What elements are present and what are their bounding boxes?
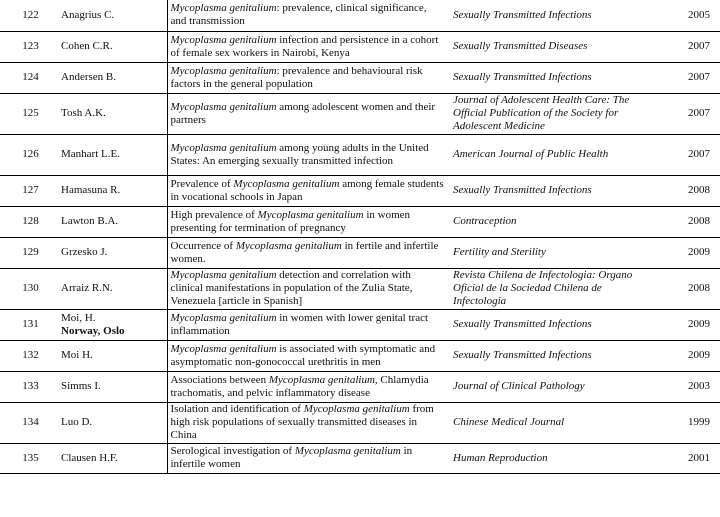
journal-cell: Sexually Transmitted Infections — [447, 309, 657, 340]
title-text: Prevalence of — [170, 177, 234, 190]
table-row — [0, 340, 720, 371]
year-cell: 2008 — [657, 206, 720, 237]
table-row — [0, 402, 720, 443]
title-organism-name: Mycoplasma genitalium — [170, 2, 277, 15]
year-cell: 2001 — [657, 443, 720, 473]
title-text: is associated with symptomatic and asymptomatic non-gonococcal urethritis in men — [170, 342, 436, 368]
row-number: 133 — [0, 371, 55, 402]
year-cell: 2007 — [657, 93, 720, 134]
journal-cell: American Journal of Public Health — [447, 134, 657, 175]
year-cell: 2009 — [657, 237, 720, 268]
author-cell — [55, 31, 167, 62]
row-number: 122 — [0, 0, 55, 31]
title-organism-name: Mycoplasma genitalium — [170, 342, 277, 355]
table-row — [0, 175, 720, 206]
journal-cell: Sexually Transmitted Infections — [447, 62, 657, 93]
title-cell — [167, 237, 447, 268]
title-cell — [167, 309, 447, 340]
author-name: Clausen H.F. — [61, 451, 118, 464]
row-number: 123 — [0, 31, 55, 62]
author-cell — [55, 371, 167, 402]
author-cell — [55, 93, 167, 134]
year-cell: 2009 — [657, 340, 720, 371]
author-name: Luo D. — [61, 416, 93, 428]
title-cell — [167, 402, 447, 443]
title-text: detection and correlation with clinical manifestations in population of the Zulia State, Venezuela [article in Spanish] — [170, 269, 413, 307]
author-name: Andersen B. — [61, 71, 116, 83]
table-row — [0, 443, 720, 473]
title-text: in women presenting for termination of pregnancy — [170, 208, 411, 234]
title-cell — [167, 268, 447, 309]
title-organism-name: Mycoplasma genitalium — [233, 177, 340, 190]
author-cell — [55, 206, 167, 237]
author-cell — [55, 402, 167, 443]
year-cell: 2007 — [657, 31, 720, 62]
title-text: in women with lower genital tract inflammation — [170, 311, 429, 337]
year-cell: 2008 — [657, 175, 720, 206]
row-number: 128 — [0, 206, 55, 237]
title-cell — [167, 31, 447, 62]
journal-cell: Chinese Medical Journal — [447, 402, 657, 443]
year-cell: 1999 — [657, 402, 720, 443]
table-row — [0, 134, 720, 175]
title-cell — [167, 371, 447, 402]
title-text: among adolescent women and their partners — [170, 100, 436, 126]
journal-cell: Journal of Adolescent Health Care: The Official Publication of the Society for Adolescent Medicine — [447, 93, 657, 134]
author-name: Cohen C.R. — [61, 40, 113, 52]
journal-cell: Contraception — [447, 206, 657, 237]
year-cell: 2003 — [657, 371, 720, 402]
title-organism-name: Mycoplasma genitalium — [303, 403, 410, 415]
row-number: 132 — [0, 340, 55, 371]
author-cell — [55, 175, 167, 206]
row-number: 124 — [0, 62, 55, 93]
title-cell — [167, 93, 447, 134]
year-cell: 2007 — [657, 134, 720, 175]
title-organism-name: Mycoplasma genitalium — [170, 64, 277, 77]
title-text: in infertile women — [170, 445, 413, 470]
title-organism-name: Mycoplasma genitalium — [170, 100, 277, 113]
title-text: Isolation and identification of — [170, 403, 304, 415]
author-cell — [55, 0, 167, 31]
year-cell: 2009 — [657, 309, 720, 340]
title-text: from high risk populations of sexually transmitted diseases in China — [170, 403, 434, 441]
journal-cell: Sexually Transmitted Infections — [447, 175, 657, 206]
table-row — [0, 0, 720, 31]
table-row — [0, 62, 720, 93]
title-text: in fertile and infertile women. — [170, 239, 439, 265]
title-text: infection and persistence in a cohort of female sex workers in Nairobi, Kenya — [170, 33, 439, 59]
journal-cell: Sexually Transmitted Diseases — [447, 31, 657, 62]
table-row — [0, 237, 720, 268]
author-cell — [55, 268, 167, 309]
journal-cell: Sexually Transmitted Infections — [447, 0, 657, 31]
author-location: Norway, Oslo — [61, 324, 125, 337]
title-organism-name: Mycoplasma genitalium — [257, 208, 364, 221]
year-cell: 2007 — [657, 62, 720, 93]
table-row — [0, 31, 720, 62]
author-cell — [55, 237, 167, 268]
title-organism-name: Mycoplasma genitalium — [170, 33, 277, 46]
title-cell — [167, 175, 447, 206]
title-organism-name: Mycoplasma genitalium — [170, 311, 277, 324]
title-text: : prevalence, clinical significance, and transmission — [170, 2, 427, 28]
author-cell — [55, 309, 167, 340]
row-number: 134 — [0, 402, 55, 443]
table-row — [0, 309, 720, 340]
title-organism-name: Mycoplasma genitalium — [294, 445, 401, 457]
journal-cell: Sexually Transmitted Infections — [447, 340, 657, 371]
title-organism-name: Mycoplasma genitalium — [170, 269, 277, 281]
author-cell — [55, 340, 167, 371]
title-cell — [167, 0, 447, 31]
title-cell — [167, 340, 447, 371]
journal-cell: Revista Chilena de Infectologia: Organo Oficial de la Sociedad Chilena de Infectologia — [447, 268, 657, 309]
author-cell — [55, 443, 167, 473]
title-text: Occurrence of — [170, 239, 236, 252]
author-name: Moi H. — [61, 349, 93, 361]
table-row — [0, 268, 720, 309]
title-text: , Chlamydia trachomatis, and pelvic inflammatory disease — [170, 373, 429, 399]
author-name: Manhart L.E. — [61, 148, 120, 160]
title-text: : prevalence and behavioural risk factors in the general population — [170, 64, 423, 90]
table-row — [0, 371, 720, 402]
year-cell: 2008 — [657, 268, 720, 309]
author-cell — [55, 134, 167, 175]
title-cell — [167, 206, 447, 237]
row-number: 125 — [0, 93, 55, 134]
title-text: Serological investigation of — [170, 445, 295, 457]
row-number: 130 — [0, 268, 55, 309]
title-text: High prevalence of — [170, 208, 258, 221]
journal-cell: Journal of Clinical Pathology — [447, 371, 657, 402]
year-cell: 2005 — [657, 0, 720, 31]
title-text: among young adults in the United States: An emerging sexually transmitted infection — [170, 141, 429, 167]
author-name: Moi, H. — [61, 311, 96, 324]
title-cell — [167, 134, 447, 175]
row-number: 135 — [0, 443, 55, 473]
journal-cell: Human Reproduction — [447, 443, 657, 473]
row-number: 127 — [0, 175, 55, 206]
table-row — [0, 93, 720, 134]
author-name: Hamasuna R. — [61, 184, 121, 196]
author-name: Simms I. — [61, 380, 101, 392]
row-number: 126 — [0, 134, 55, 175]
title-organism-name: Mycoplasma genitalium — [170, 141, 277, 154]
row-number: 131 — [0, 309, 55, 340]
author-name: Arraiz R.N. — [61, 282, 113, 294]
table-row — [0, 206, 720, 237]
title-organism-name: Mycoplasma genitalium — [268, 373, 375, 386]
title-text: among female students in vocational schools in Japan — [170, 177, 444, 203]
row-number: 129 — [0, 237, 55, 268]
title-text: Associations between — [170, 373, 269, 386]
journal-cell: Fertility and Sterility — [447, 237, 657, 268]
author-name: Lawton B.A. — [61, 215, 119, 227]
author-name: Tosh A.K. — [61, 107, 106, 119]
title-cell — [167, 62, 447, 93]
title-cell — [167, 443, 447, 473]
author-cell — [55, 62, 167, 93]
author-name: Grzesko J. — [61, 246, 108, 258]
author-name: Anagrius C. — [61, 8, 115, 21]
title-organism-name: Mycoplasma genitalium — [235, 239, 342, 252]
